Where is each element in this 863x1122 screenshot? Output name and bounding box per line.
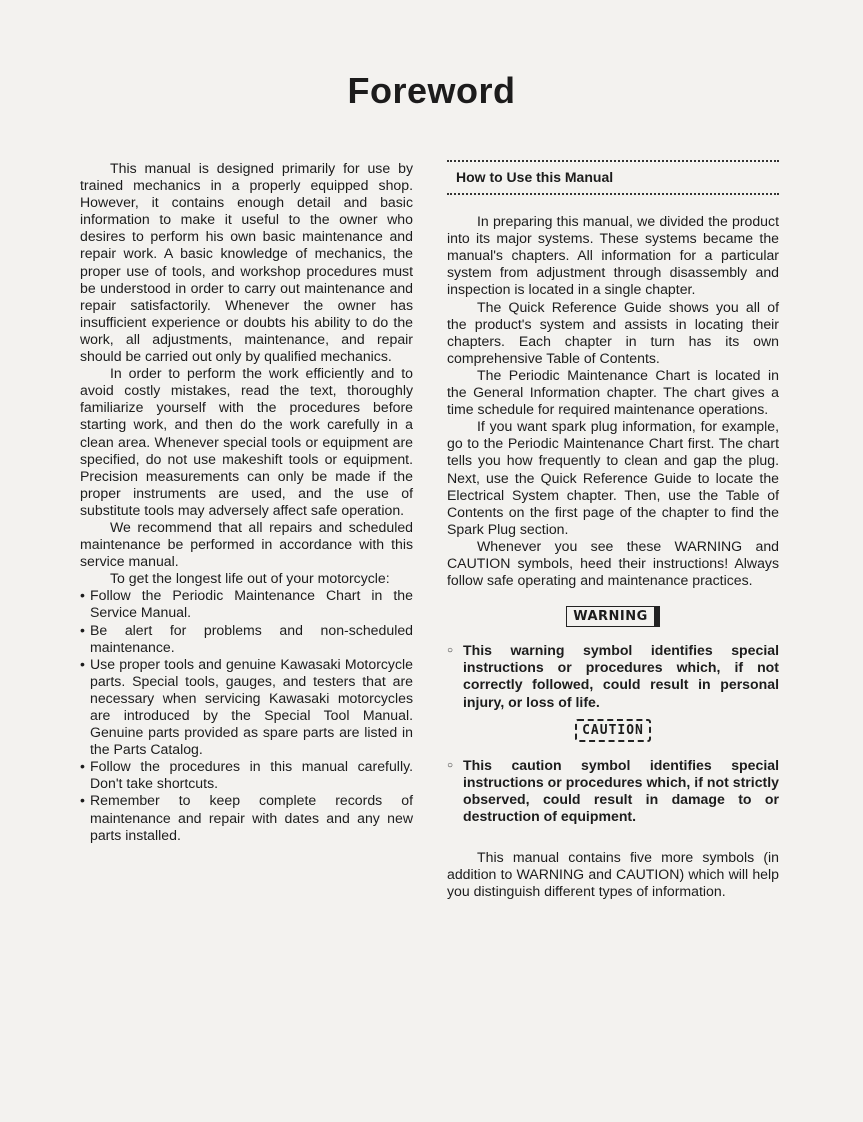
- spark-plug-example-paragraph: If you want spark plug information, for example, go to the Periodic Maintenance Chart first. The chart tells you how frequently to clean and gap the plug. Next, use the Quick Reference Guide to locate the Electrical System chapter. Then, use the Table of Contents on the first page of the chapter to find the Spark Plug section.: [447, 418, 779, 537]
- right-column: [447, 160, 779, 900]
- symbols-paragraph: Whenever you see these WARNING and CAUTION symbols, heed their instructions! Always follow safe operating and maintenance practices.: [447, 537, 779, 589]
- left-column: [80, 160, 413, 844]
- caution-symbol: CAUTION: [575, 719, 651, 742]
- dotted-divider-bottom: [447, 193, 779, 195]
- efficiency-paragraph: In order to perform the work efficiently and to avoid costly mistakes, read the text, thoroughly familiarize yourself with the procedures before starting work, and then do the work carefully in a clean area. Whenever special tools or equipment are specified, do not use makeshift tools or equipment. Precision measurements can only be made if the proper instruments are used, and the use of substitute tools may adversely affect safe operation.: [80, 365, 413, 518]
- chapters-paragraph: In preparing this manual, we divided the product into its major systems. These systems became the manual's chapters. All information for a particular system from adjustment through disassembly and inspection is located in a single chapter.: [447, 213, 779, 298]
- longest-life-paragraph: To get the longest life out of your motorcycle:: [110, 570, 390, 587]
- list-item: • Remember to keep complete records of maintenance and repair with dates and any new parts installed.: [80, 792, 413, 843]
- closing-paragraph: This manual contains five more symbols (in addition to WARNING and CAUTION) which will help you distinguish different types of information.: [447, 849, 779, 900]
- list-item: • Be alert for problems and non-scheduled maintenance.: [80, 622, 413, 656]
- warning-symbol: WARNING: [566, 606, 660, 627]
- recommendation-paragraph: We recommend that all repairs and scheduled maintenance be performed in accordance with this service manual.: [80, 518, 413, 570]
- maintenance-chart-paragraph: The Periodic Maintenance Chart is located in the General Information chapter. The chart gives a time schedule for required maintenance operations.: [447, 366, 779, 418]
- list-item: • Use proper tools and genuine Kawasaki Motorcycle parts. Special tools, gauges, and testers that are necessary when servicing Kawasaki motorcycles are introduced by the Special Tool Manual. Genuine parts provided as spare parts are listed in the Parts Catalog.: [80, 656, 413, 759]
- list-item: • Follow the procedures in this manual carefully. Don't take shortcuts.: [80, 758, 413, 792]
- section-heading: How to Use this Manual: [456, 169, 614, 185]
- caution-notice: ○ This caution symbol identifies special instructions or procedures which, if not strictly observed, could result in damage to or destruction of equipment.: [447, 757, 779, 825]
- page-title: Foreword: [347, 70, 516, 111]
- tips-list: [80, 587, 413, 843]
- list-item: • Follow the Periodic Maintenance Chart in the Service Manual.: [80, 587, 413, 621]
- intro-paragraph: This manual is designed primarily for use by trained mechanics in a properly equipped shop. However, it contains enough detail and basic information to make it useful to the owner who desires to perform his own basic maintenance and repair work. A basic knowledge of mechanics, the proper use of tools, and workshop procedures must be understood in order to carry out maintenance and repair satisfactorily. Whenever the owner has insufficient experience or doubts his ability to do the work, all adjustments, maintenance, and repair should be carried out only by qualified mechanics.: [80, 160, 413, 365]
- quick-reference-paragraph: The Quick Reference Guide shows you all of the product's system and assists in locating their chapters. Each chapter in turn has its own comprehensive Table of Contents.: [447, 298, 779, 366]
- warning-notice: ○ This warning symbol identifies special instructions or procedures which, if not correctly followed, could result in personal injury, or loss of life.: [447, 642, 779, 710]
- dotted-divider-top: [447, 160, 779, 162]
